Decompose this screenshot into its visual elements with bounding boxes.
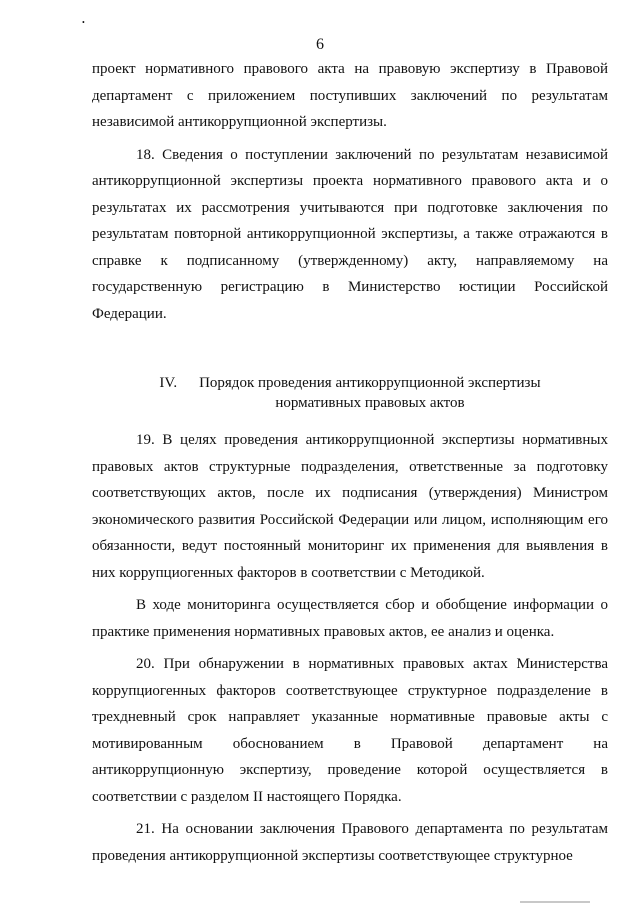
paragraph-20: 20. При обнаружении в нормативных правовых актах Министерства коррупциогенных факторов соответствующее структурное подразделение в трехдневный срок направляет указанные нормативные правовые акты с мотивированным обоснованием в Правовой департамент на антикоррупционную экспертизу, проведение которой осуществляется в соответствии с разделом II настоящего Порядка. (92, 656, 608, 805)
paragraph-18: 18. Сведения о поступлении заключений по результатам независимой антикоррупционной экспертизы проекта нормативного правового акта и о результатах их рассмотрения учитываются при подготовке заключения по результатам повторной антикоррупционной экспертизы, а также отражаются в справке к подписанному (утвержденному) акту, направляемому на государственную регистрацию в Министерство юстиции Российской Федерации. (92, 146, 608, 322)
section-title-line1: Порядок проведения антикоррупционной экспертизы (199, 375, 541, 391)
section-heading (92, 373, 608, 413)
paragraph-continuation: проект нормативного правового акта на правовую экспертизу в Правовой департамент с приложением поступивших заключений по результатам независимой антикоррупционной экспертизы. (92, 61, 608, 130)
section-number: IV. (159, 375, 178, 391)
page-number: 6 (316, 36, 324, 53)
paragraph-21: 21. На основании заключения Правового департамента по результатам проведения антикоррупционной экспертизы соответствующее структурное (92, 821, 608, 864)
document-body (92, 56, 608, 869)
section-title-line2: нормативных правовых актов (275, 395, 465, 411)
corner-mark: • (82, 18, 85, 27)
paragraph-19-continuation: В ходе мониторинга осуществляется сбор и обобщение информации о практике применения нормативных правовых актов, ее анализ и оценка. (92, 597, 608, 640)
section-heading-line1 (92, 373, 608, 393)
scan-edge-mark (520, 901, 590, 903)
paragraph-19: 19. В целях проведения антикоррупционной экспертизы нормативных правовых актов структурные подразделения, ответственные за подготовку соответствующих актов, после их подписания (утверждения) Министром экономического развития Российской Федерации или лицом, исполняющим его обязанности, ведут постоянный мониторинг их применения для выявления в них коррупциогенных факторов в соответствии с Методикой. (92, 432, 608, 581)
